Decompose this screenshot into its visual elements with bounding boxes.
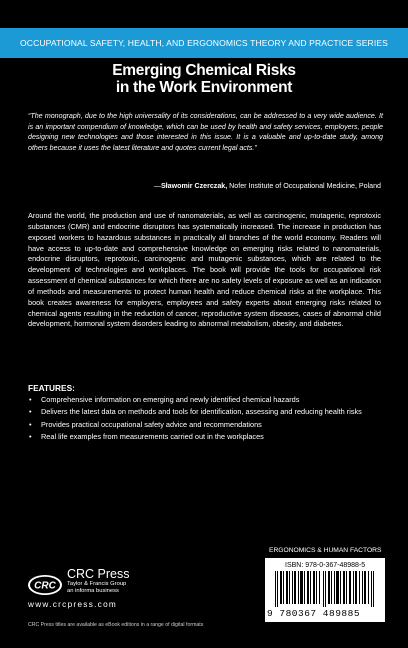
title-line-1: Emerging Chemical Risks: [112, 62, 296, 79]
publisher-website: www.crcpress.com: [28, 600, 118, 609]
series-name: OCCUPATIONAL SAFETY, HEALTH, AND ERGONOMICS THEORY AND PRACTICE SERIES: [19, 38, 388, 48]
bullet-icon: •: [29, 395, 32, 404]
barcode-icon: [275, 571, 375, 607]
isbn-label: ISBN: 978-0-367-48988-5: [285, 562, 366, 569]
quote-attribution: [154, 182, 381, 190]
bullet-icon: •: [29, 407, 32, 417]
ebook-note: CRC Press titles are available as eBook editions in a range of digital formats: [28, 622, 204, 628]
subject-category: ERGONOMICS & HUMAN FACTORS: [269, 547, 382, 554]
feature-text: Real life examples from measurements carried out in the workplaces: [41, 431, 264, 441]
title-line-2: in the Work Environment: [115, 79, 293, 96]
bullet-icon: •: [29, 419, 32, 429]
crc-logo-text: CRC: [34, 580, 56, 592]
list-item: [28, 420, 381, 431]
features-heading: FEATURES:: [28, 383, 75, 393]
attribution-affiliation: Nofer Institute of Occupational Medicine, Poland: [227, 182, 381, 190]
book-description: Around the world, the production and use of nanomaterials, as well as carcinogenic, mutagenic, reprotoxic substances (CMR) and endocrine disruptors has systematically increased. The increase in production has exposed workers to hazardous substances in practically all branches of the world economy. Readers will have access to up-to-date and comprehensive knowledge on emerging risks related to nanomaterials, endocrine disruptors, reprotoxic, carcinogenic and mutagenic substances, which are related to the development of technologies and workplaces. The book will provide the tools for occupational risk assessment of chemical substances for which there are no safety levels of exposure as well as an indication of methods and measurements to protect human health and reduce chemical risks at the workplace. This book creates awareness for employers, employees and safety experts about emerging risks related to chemical agents resulting in the reduction of cancer, reproductive system diseases, cases of abnormal child development, hormonal system disorders leading to abnormal metabolism, obesity, and diabetes.: [28, 211, 381, 329]
features-list: [28, 395, 381, 444]
publisher-business: an informa business: [67, 588, 119, 594]
barcode-panel: [265, 558, 385, 622]
bullet-icon: •: [29, 431, 32, 441]
publisher-name: CRC Press: [67, 567, 130, 581]
feature-text: Provides practical occupational safety advice and recommendations: [41, 419, 262, 429]
barcode-number: 9 780367 489885: [267, 608, 361, 619]
attribution-name: Sławomir Czerczak,: [160, 182, 228, 190]
series-banner: [0, 28, 408, 58]
list-item: [28, 432, 381, 443]
list-item: [28, 395, 381, 406]
feature-text: Delivers the latest data on methods and tools for identification, assessing and reducing health risks: [41, 407, 362, 417]
publisher-group: Taylor & Francis Group: [67, 581, 127, 587]
feature-text: Comprehensive information on emerging and newly identified chemical hazards: [41, 395, 300, 404]
list-item: [28, 407, 381, 418]
publisher-block: [67, 567, 130, 595]
attribution-dash: —: [153, 182, 161, 190]
crc-logo: [27, 574, 63, 601]
endorsement-quote: “The monograph, due to the high universality of its considerations, can be addressed to a very wide audience. It is an important compendium of knowledge, which can be used by health and safety services, employers, people designing new technologies and those interested in this issue. It is a valuable and up-to-date study, among others because it uses the latest literature and quotes current legal acts.”: [28, 112, 383, 152]
crc-logo-icon: [27, 574, 63, 596]
book-title: [0, 62, 408, 96]
